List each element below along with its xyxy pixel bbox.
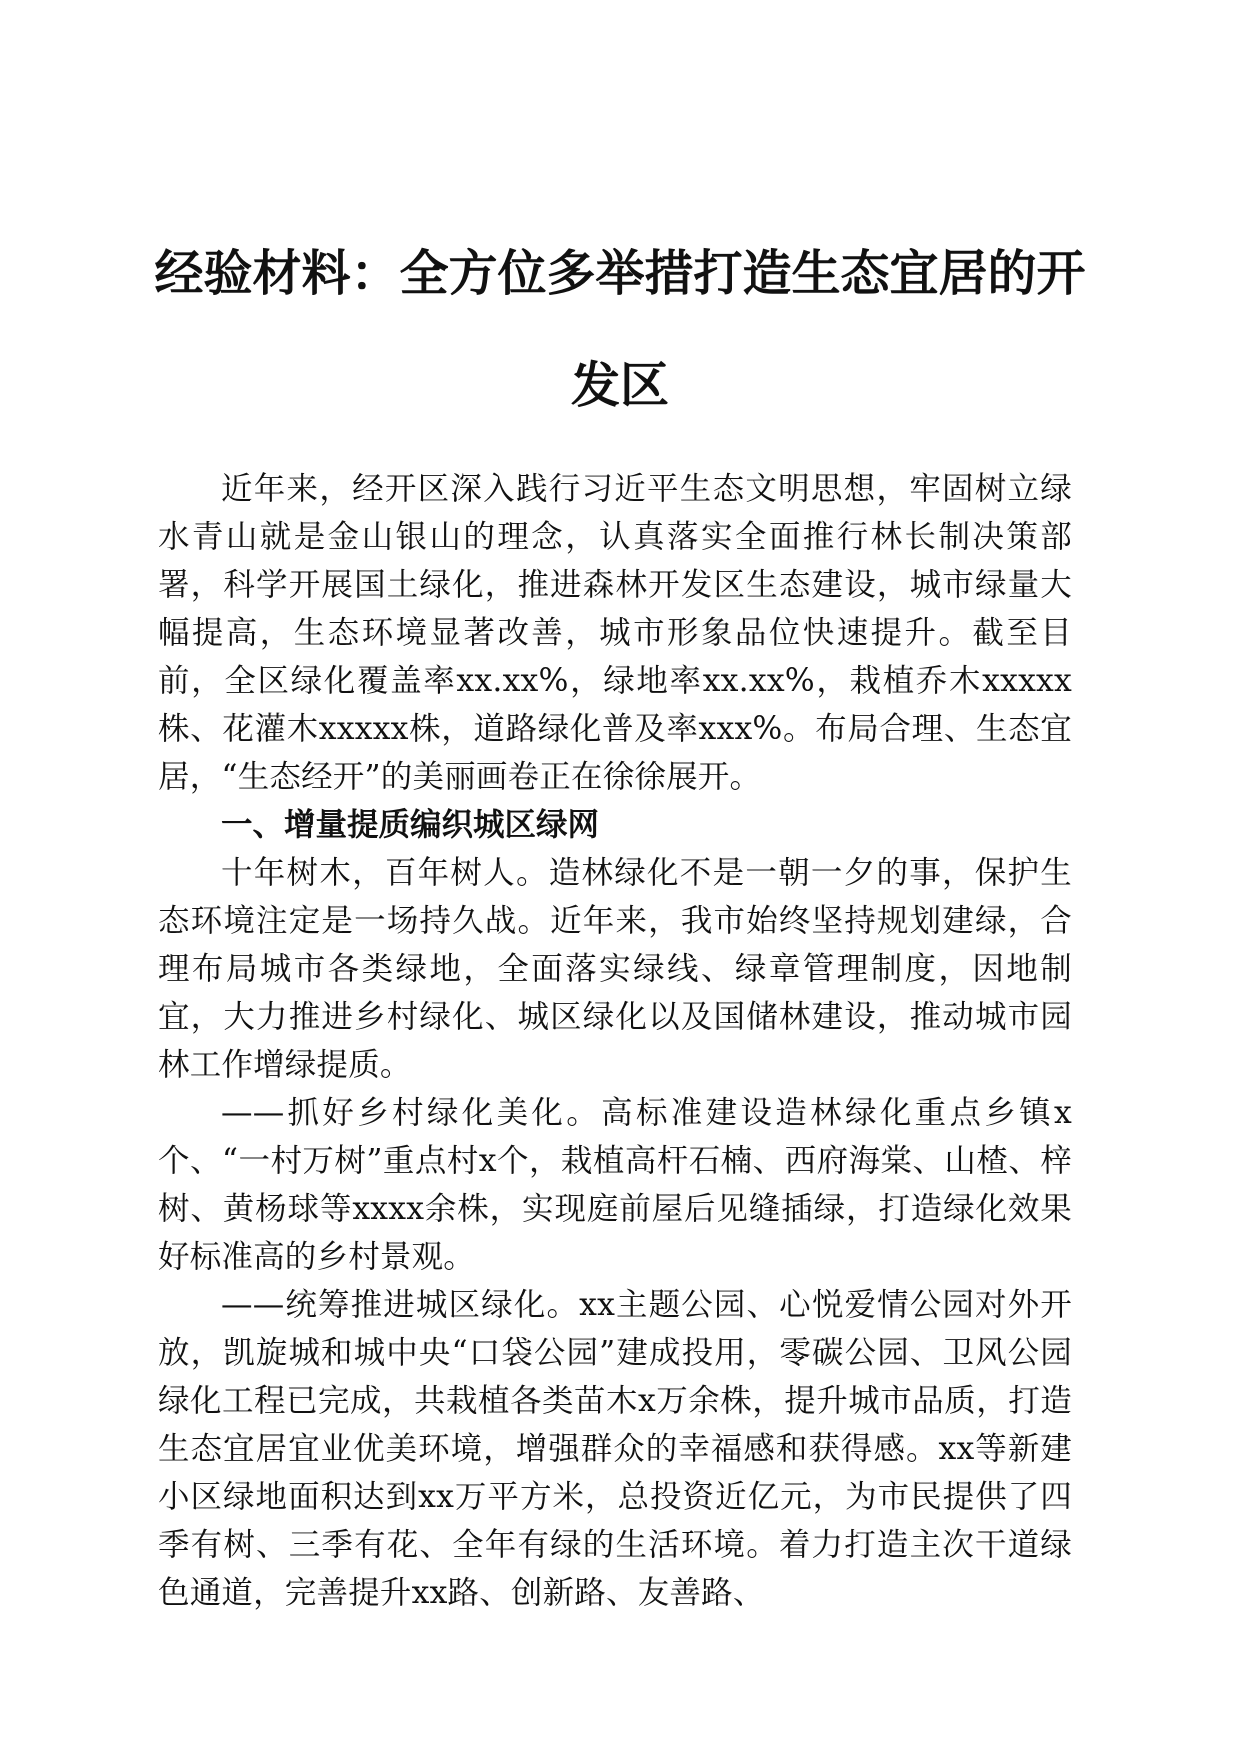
section-paragraph-3: ——统筹推进城区绿化。xx主题公园、心悦爱情公园对外开放，凯旋城和城中央“口袋公园”建成投用，零碳公园、卫风公园绿化工程已完成，共栽植各类苗木x万余株，提升城市品质，打造生态宜居宜业优美环境，增强群众的幸福感和获得感。xx等新建小区绿地面积达到xx万平方米，总投资近亿元，为市民提供了四季有树、三季有花、全年有绿的生活环境。着力打造主次干道绿色通道，完善提升xx路、创新路、友善路、: [158, 1287, 1072, 1611]
section-heading: 一、增量提质编织城区绿网: [221, 807, 600, 843]
document-body: [158, 465, 1072, 1617]
section-paragraph-1: 十年树木，百年树人。造林绿化不是一朝一夕的事，保护生态环境注定是一场持久战。近年来，我市始终坚持规划建绿，合理布局城市各类绿地，全面落实绿线、绿章管理制度，因地制宜，大力推进乡村绿化、城区绿化以及国储林建设，推动城市园林工作增绿提质。: [158, 855, 1072, 1083]
section-paragraph-2: ——抓好乡村绿化美化。高标准建设造林绿化重点乡镇x个、“一村万树”重点村x个，栽植高杆石楠、西府海棠、山楂、梓树、黄杨球等xxxx余株，实现庭前屋后见缝插绿，打造绿化效果好标准高的乡村景观。: [158, 1095, 1072, 1275]
intro-paragraph: 近年来，经开区深入践行习近平生态文明思想，牢固树立绿水青山就是金山银山的理念，认真落实全面推行林长制决策部署，科学开展国土绿化，推进森林开发区生态建设，城市绿量大幅提高，生态环境显著改善，城市形象品位快速提升。截至目前，全区绿化覆盖率xx.xx%，绿地率xx.xx%，栽植乔木xxxxx株、花灌木xxxxx株，道路绿化普及率xxx%。布局合理、生态宜居，“生态经开”的美丽画卷正在徐徐展开。: [158, 471, 1072, 795]
document-title: 经验材料：全方位多举措打造生态宜居的开发区: [154, 245, 1086, 414]
